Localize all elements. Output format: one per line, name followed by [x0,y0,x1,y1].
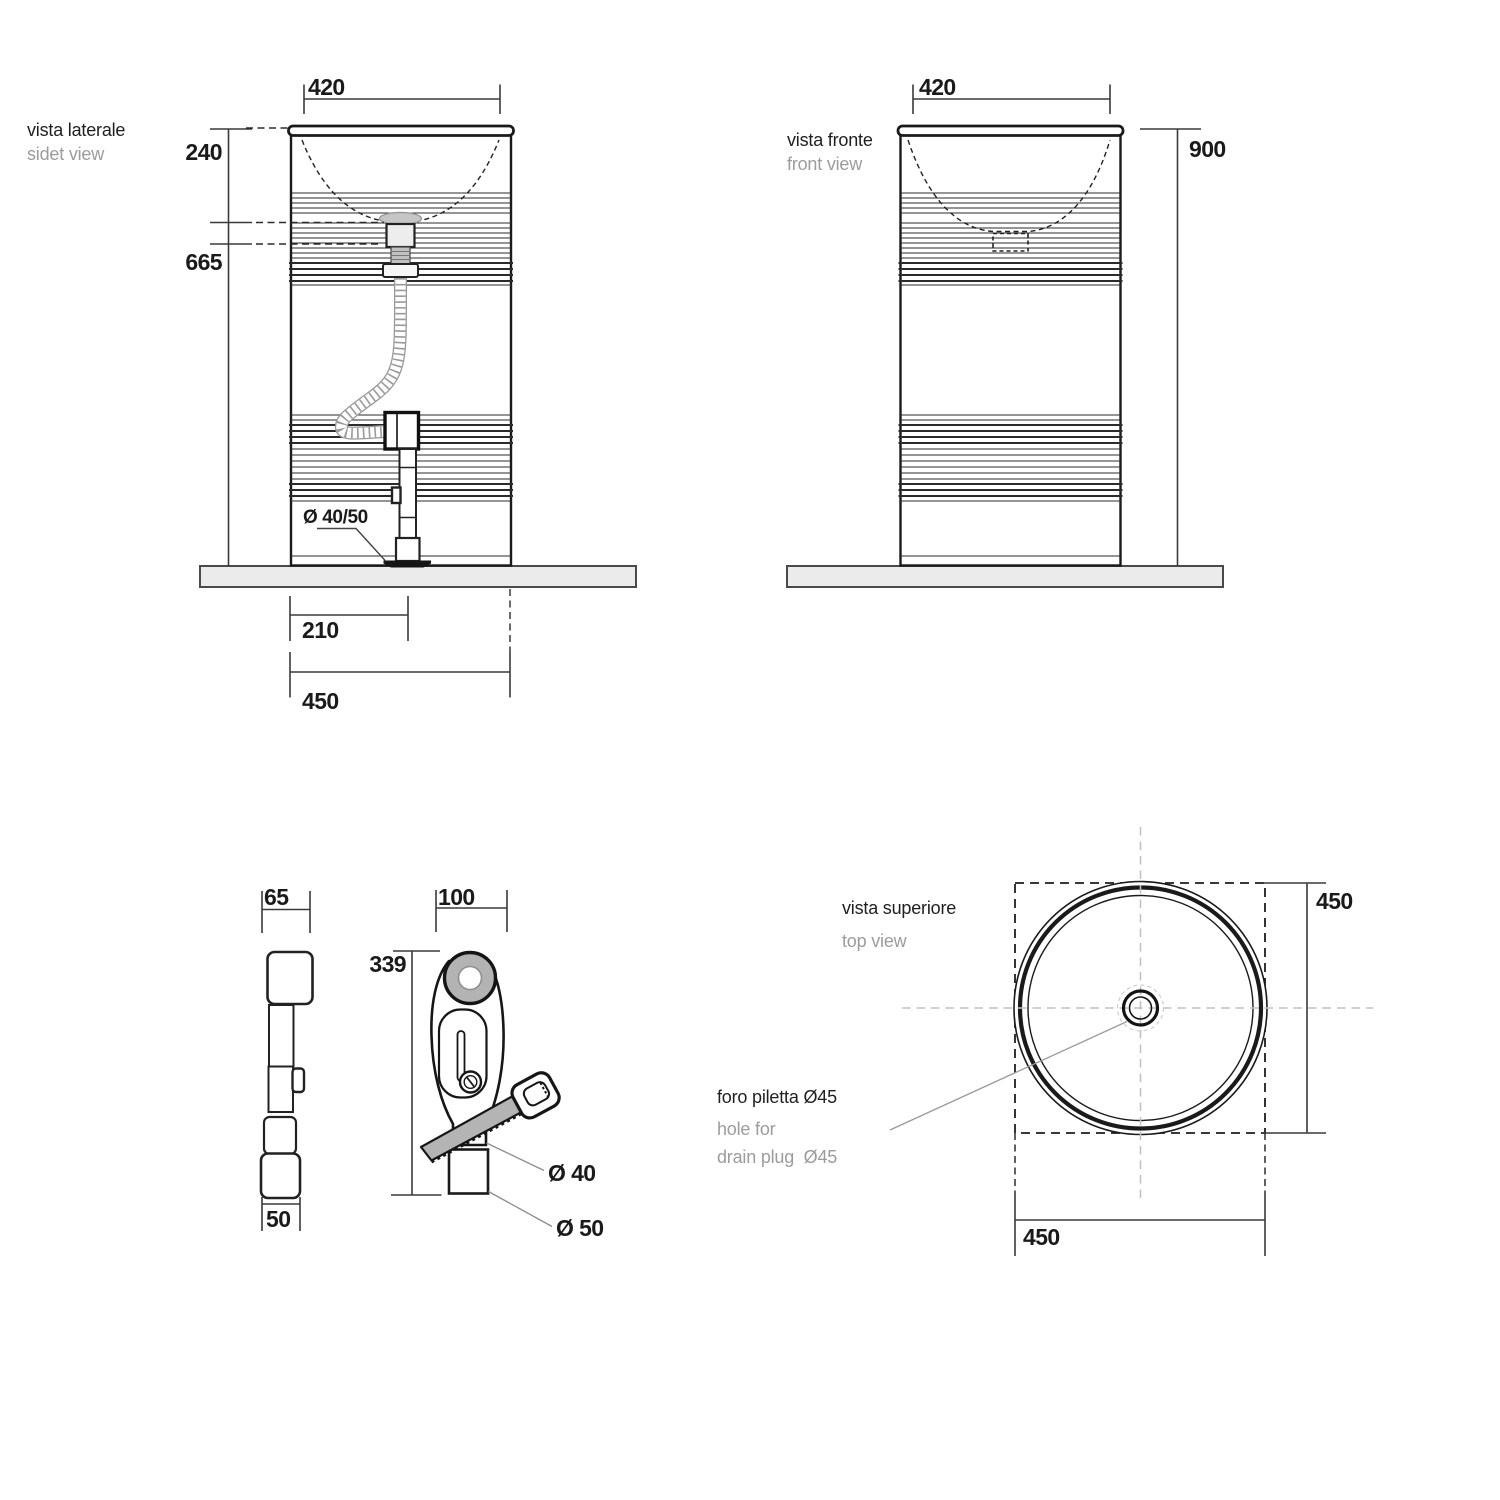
side-view-drawing [200,85,636,698]
side-floor-slab [200,566,636,587]
trap-screw [460,1072,481,1093]
dim-side-basin-depth: 240 [185,139,222,165]
drain-hole-callout-line2: hole for [717,1119,776,1139]
dim-side-base-width: 450 [302,688,339,714]
dim-side-drain-height: 665 [185,249,222,275]
drain-hole-callout-title: foro piletta Ø45 [717,1087,837,1107]
dim-detail-body-width: 100 [438,884,475,910]
trap-top-ring [445,953,496,1004]
dim-detail-head-width: 65 [264,884,289,910]
top-view-title: vista superiore [842,898,957,918]
dim-detail-base-width: 50 [266,1206,291,1232]
trap-detail-drawing [391,890,563,1227]
dim-detail-sleeve-diameter: Ø 50 [556,1215,604,1241]
dim-detail-pipe-diameter: Ø 40 [548,1160,596,1186]
front-view-title: vista fronte [787,130,873,150]
dim-top-view-width: 450 [1023,1224,1060,1250]
front-view-subtitle: front view [787,154,863,174]
trap-pipe-sleeve [449,1150,488,1194]
dim-top-view-depth: 450 [1316,888,1353,914]
dim-front-height: 900 [1189,136,1226,162]
dim-side-drain-pipe: Ø 40/50 [303,507,368,528]
side-view-title: vista laterale [27,120,126,140]
dim-side-drain-offset: 210 [302,617,339,643]
top-view-subtitle: top view [842,931,907,951]
drain-hole-callout-line3: drain plug Ø45 [717,1147,838,1167]
dim-side-top-width: 420 [308,74,345,100]
side-view-subtitle: sidet view [27,144,105,164]
dim-detail-height: 339 [369,951,406,977]
hose-detail-drawing [261,891,313,1231]
trap-leader-lines [487,1143,553,1227]
top-view-drawing [890,827,1373,1256]
front-floor-slab [787,566,1223,587]
dim-front-top-width: 420 [919,74,956,100]
hose-detail-shapes [261,952,313,1198]
